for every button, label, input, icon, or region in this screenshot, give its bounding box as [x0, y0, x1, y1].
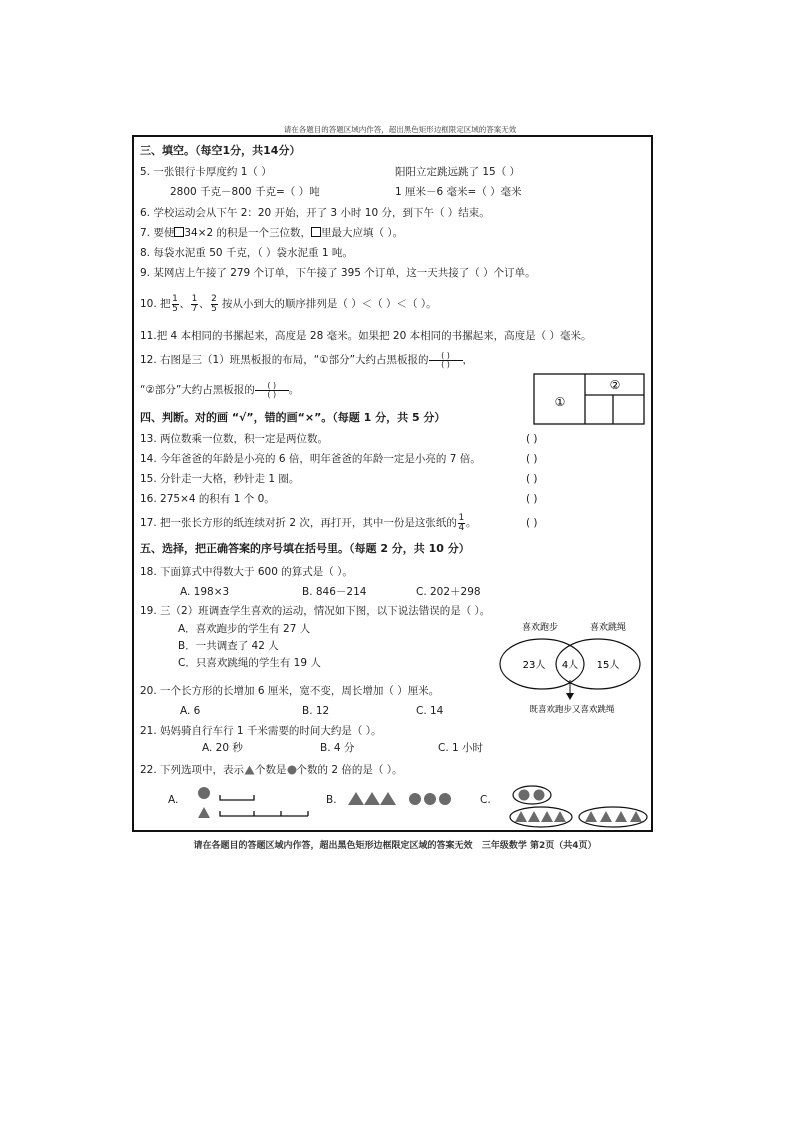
q7-pre: 7. 要使 [140, 227, 175, 239]
footer-note: 请在各题目的答题区域内作答，超出黑色矩形边框限定区域的答案无效 [193, 841, 473, 851]
triangle-icon [364, 792, 380, 805]
q21: 21. 妈妈骑自行车行 1 千米需要的时间大约是（ ）。 [140, 725, 382, 737]
triangle-icon [515, 811, 527, 822]
q22-option-a: A. [168, 794, 179, 806]
bar-segment [220, 795, 254, 800]
q19-option-a: A．喜欢跑步的学生有 27 人 [178, 623, 311, 635]
footer-page-info: 三年级数学 第2页（共4页） [481, 841, 597, 851]
q5b: 阳阳立定跳远跳了 15（ ） [395, 166, 521, 178]
q7-post: 里最大应填（ ）。 [321, 227, 404, 239]
q12a: 12. 右图是三（1）班黑板报的布局，“①部分”大约占黑板报的 ( ) ( ) ， [140, 350, 474, 369]
arrow-down-icon [566, 693, 574, 700]
triangle-icon [600, 811, 612, 822]
q9: 9. 某网店上午接了 279 个订单，下午接了 395 个订单，这一天共接了（ ）个订单。 [140, 267, 536, 279]
q18-option-a: A. 198×3 [180, 586, 230, 598]
blank-fraction: ( ) ( ) [429, 352, 463, 369]
q21-option-c: C. 1 小时 [438, 742, 484, 754]
venn-diagram [494, 618, 644, 718]
square-icon [174, 227, 184, 237]
q11: 11.把 4 本相同的书摞起来，高度是 28 毫米。如果把 20 本相同的书摞起来，高度是（ ）毫米。 [140, 330, 592, 342]
header-note: 请在各题目的答题区域内作答，超出黑色矩形边框限定区域的答案无效 [283, 125, 517, 134]
q6: 6. 学校运动会从下午 2：20 开始，开了 3 小时 10 分，到下午（ ）结束。 [140, 207, 490, 219]
triangle-icon [244, 765, 255, 775]
q8: 8. 每袋水泥重 50 千克，（ ）袋水泥重 1 吨。 [140, 247, 353, 259]
square-icon [311, 227, 321, 237]
q22-option-c: C. [480, 794, 491, 806]
triangle-icon [630, 811, 642, 822]
q13: 13. 两位数乘一位数，积一定是两位数。 [140, 433, 329, 445]
triangle-icon [198, 807, 210, 818]
q19-option-b: B．一共调查了 42 人 [178, 640, 279, 652]
fraction: $\frac{1}{5}$ [172, 293, 178, 314]
fraction: $\frac{1}{7}$ [191, 293, 198, 314]
triangle-icon [554, 811, 566, 822]
section3-title: 三、填空。（每空1分，共14分） [140, 144, 301, 157]
q22-option-b-figure [347, 791, 457, 807]
q22: 22. 下列选项中，表示 个数是 个数的 2 倍的是（ ）。 [140, 764, 403, 776]
venn-bottom-label: 既喜欢跑步又喜欢跳绳 [529, 705, 615, 715]
q18-option-b: B. 846－214 [302, 586, 367, 598]
circle-icon [287, 765, 297, 775]
q15: 15. 分针走一大格，秒针走 1 圈。 [140, 473, 300, 485]
q10-pre: 10. 把 [140, 298, 171, 310]
separator: 、 [179, 298, 191, 310]
venn-left-only: 23人 [522, 660, 546, 671]
board-label-2: ② [609, 378, 621, 392]
q20: 20. 一个长方形的长增加 6 厘米，宽不变，周长增加（ ）厘米。 [140, 685, 440, 697]
footer [135, 838, 655, 851]
blank-fraction: ( ) ( ) [255, 382, 289, 399]
venn-right-only: 15人 [596, 660, 620, 671]
q21-option-b: B. 4 分 [320, 742, 355, 754]
q7 [140, 226, 403, 240]
q5a: 5. 一张银行卡厚度约 1（ ） [140, 166, 272, 178]
q21-option-a: A. 20 秒 [202, 742, 243, 754]
venn-right-label: 喜欢跳绳 [589, 623, 627, 633]
q20-option-c: C. 14 [416, 705, 444, 717]
triangle-icon [528, 811, 540, 822]
triangle-icon [585, 811, 597, 822]
q15-paren: ( ) [526, 473, 538, 485]
circle-icon [534, 790, 545, 801]
triangle-icon [541, 811, 553, 822]
q19: 19. 三（2）班调查学生喜欢的运动，情况如下图，以下说法错误的是（ ）。 [140, 605, 491, 617]
venn-both: 4人 [561, 660, 579, 671]
q12b: “②部分”大约占黑板报的 ( ) ( ) 。 [140, 380, 300, 399]
circle-icon [424, 793, 436, 805]
fraction: $\frac{2}{5}$ [211, 293, 217, 314]
board-label-1: ① [554, 395, 566, 409]
q10-post: 按从小到大的顺序排列是（ ）＜（ ）＜（ ）。 [218, 298, 437, 310]
q20-option-b: B. 12 [302, 705, 330, 717]
q18: 18. 下面算式中得数大于 600 的算式是（ ）。 [140, 566, 353, 578]
venn-left-label: 喜欢跑步 [521, 623, 559, 633]
q16: 16. 275×4 的积有 1 个 0。 [140, 493, 275, 505]
q7-mid: 34×2 的积是一个三位数， [184, 227, 312, 239]
section4-title: 四、判断。对的画 “√”，错的画“×”。（每题 1 分，共 5 分） [140, 411, 446, 424]
q22-option-b: B. [326, 794, 337, 806]
bar-segments [220, 811, 308, 816]
circle-icon [198, 787, 210, 799]
triangle-icon [348, 792, 364, 805]
q5d: 1 厘米－6 毫米=（ ）毫米 [395, 186, 522, 198]
q18-option-c: C. 202＋298 [416, 586, 481, 598]
blackboard-layout-diagram [533, 373, 645, 425]
triangle-icon [615, 811, 627, 822]
q10 [140, 293, 437, 315]
q14: 14. 今年爸爸的年龄是小亮的 6 倍，明年爸爸的年龄一定是小亮的 7 倍。 [140, 453, 481, 465]
section5-title: 五、选择，把正确答案的序号填在括号里。（每题 2 分，共 10 分） [140, 542, 470, 555]
circle-icon [519, 790, 530, 801]
q16-paren: ( ) [526, 493, 538, 505]
circle-icon [409, 793, 421, 805]
fraction: $\frac{1}{4}$ [458, 512, 465, 533]
q17: 17. 把一张长方形的纸连续对折 2 次，再打开，其中一份是这张纸的 $\frac{1}{4}$ 。 [140, 512, 477, 533]
q20-option-a: A. 6 [180, 705, 201, 717]
q22-option-c-figure [508, 784, 652, 830]
q19-option-c: C．只喜欢跳绳的学生有 19 人 [178, 657, 321, 669]
q13-paren: ( ) [526, 433, 538, 445]
separator: 、 [199, 298, 210, 310]
triangle-icon [380, 792, 396, 805]
q17-paren: ( ) [526, 517, 538, 529]
circle-icon [439, 793, 451, 805]
q22-option-a-figure [196, 784, 312, 822]
q14-paren: ( ) [526, 453, 538, 465]
q5c: 2800 千克－800 千克=（ ）吨 [170, 186, 320, 198]
